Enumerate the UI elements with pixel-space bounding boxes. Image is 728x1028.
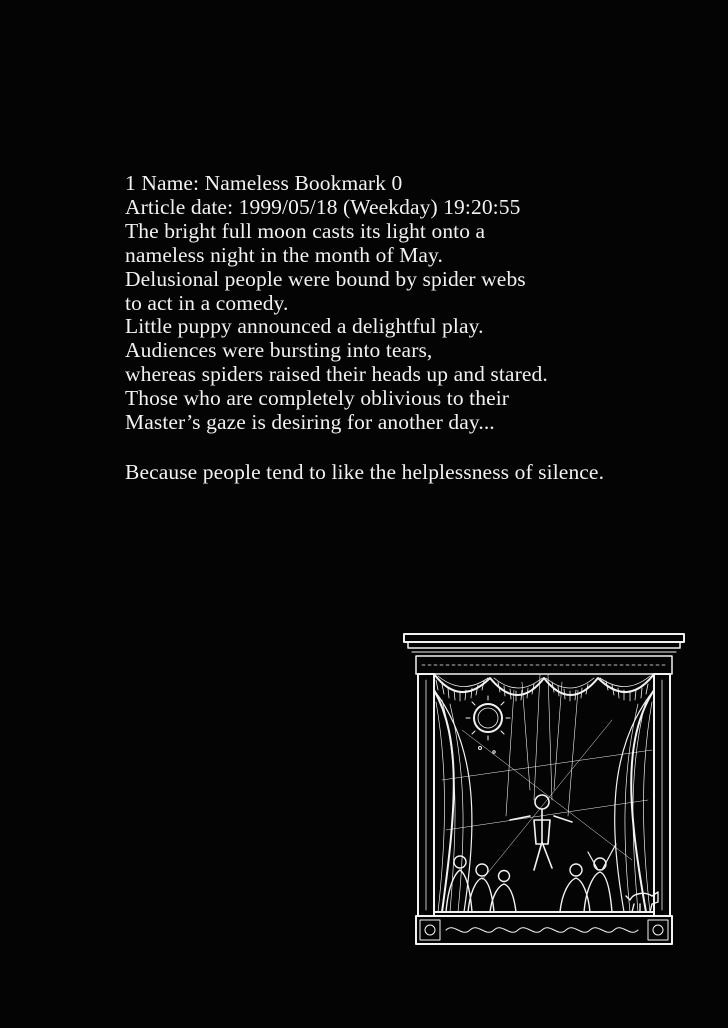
post-author-line: 1 Name: Nameless Bookmark 0 (125, 171, 403, 195)
forum-post (125, 172, 705, 485)
post-body-line: Little puppy announced a delightful play. (125, 314, 484, 339)
post-body-line: Audiences were bursting into tears, (125, 338, 433, 363)
post-body-line: Delusional people were bound by spider webs (125, 266, 526, 291)
puppet-theater-illustration (402, 630, 687, 948)
post-body-line: The bright full moon casts its light onto a (125, 218, 486, 243)
post-body-line: Those who are completely oblivious to their (125, 386, 510, 411)
post-body-line: nameless night in the month of May. (125, 242, 443, 267)
post-date-line: Article date: 1999/05/18 (Weekday) 19:20:55 (125, 194, 521, 219)
post-body-line: Master’s gaze is desiring for another day... (125, 410, 495, 435)
post-closing-line: Because people tend to like the helplessness of silence. (125, 459, 605, 484)
puppet-theater-icon (402, 630, 687, 948)
post-body-line: to act in a comedy. (125, 290, 289, 315)
post-body-line: whereas spiders raised their heads up and stared. (125, 362, 548, 387)
